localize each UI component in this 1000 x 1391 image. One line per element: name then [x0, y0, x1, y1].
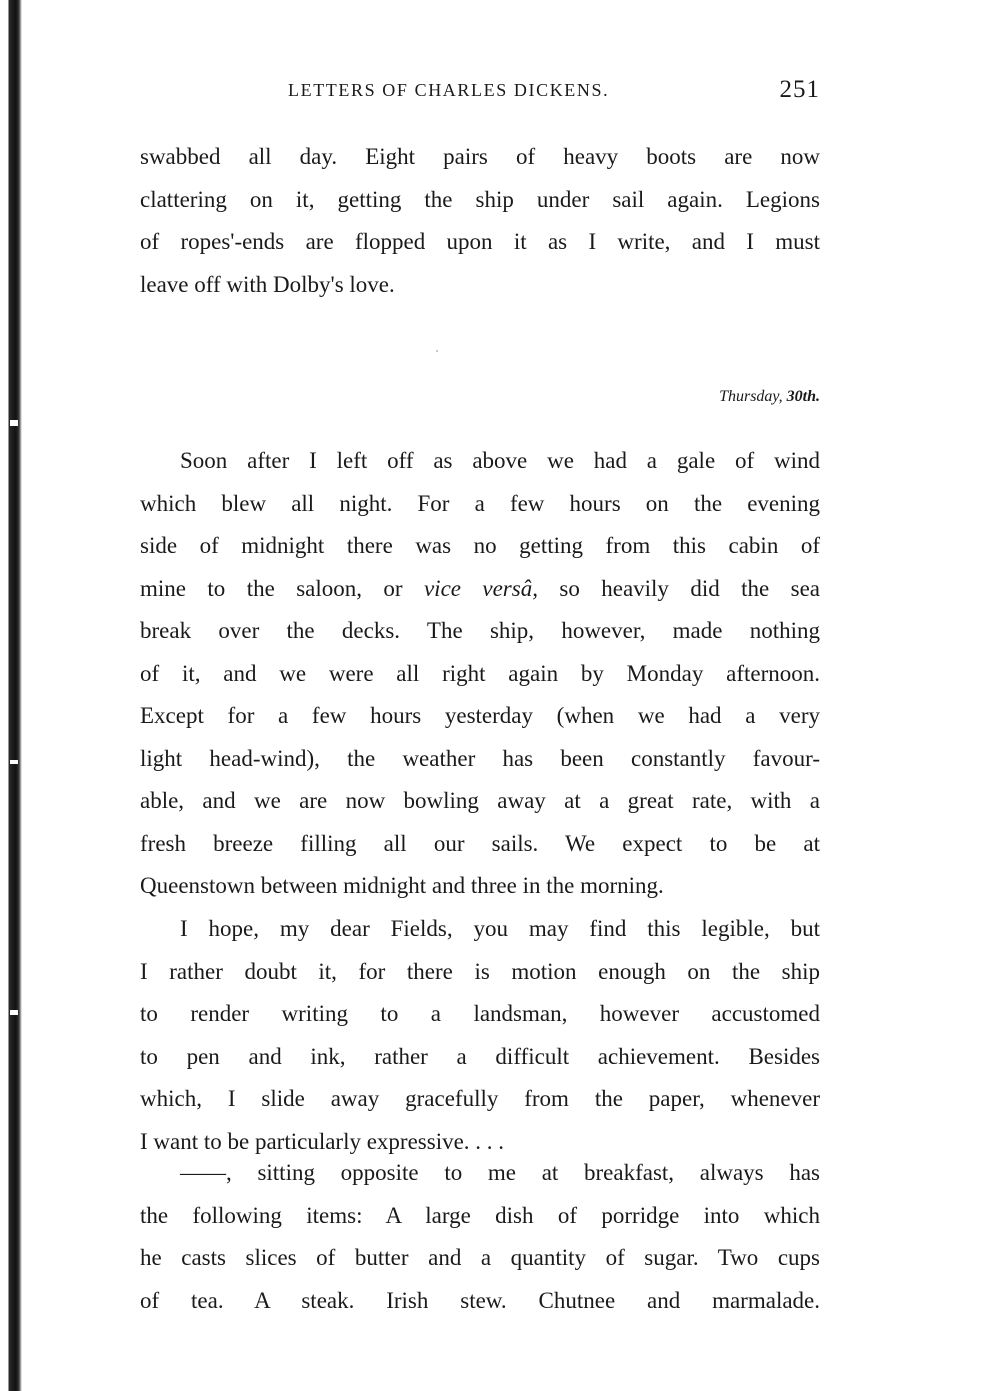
dateline-date: 30th.: [786, 388, 820, 405]
stray-mark: [436, 350, 438, 352]
text-line: break over the decks. The ship, however, made nothing: [140, 618, 820, 643]
paragraph-2: [140, 440, 820, 908]
paragraph-1: [140, 136, 820, 306]
text-line: he casts slices of butter and a quantity of sugar. Two cups: [140, 1245, 820, 1270]
text-line: the following items: A large dish of porridge into which: [140, 1202, 820, 1228]
text-line: ——, sitting opposite to me at breakfast, always has: [180, 1160, 820, 1185]
text-line: I want to be particularly expressive. . . .: [140, 1128, 505, 1154]
text-line: of tea. A steak. Irish stew. Chutnee and marmalade.: [140, 1287, 820, 1313]
page-number: 251: [779, 76, 820, 103]
text-line: Except for a few hours yesterday (when we had a very: [140, 703, 820, 728]
text-line: light head-wind), the weather has been constantly favour-: [140, 745, 820, 771]
text-line: clattering on it, getting the ship under sail again. Legions: [140, 186, 820, 212]
text-line: Queenstown between midnight and three in the morning.: [140, 873, 664, 898]
text-line: I rather doubt it, for there is motion enough on the ship: [140, 958, 820, 984]
italic-phrase: vice versâ,: [423, 575, 538, 601]
paragraph-4: [140, 1152, 820, 1322]
text-segment: so heavily did the sea: [537, 575, 820, 601]
text-line: swabbed all day. Eight pairs of heavy boots are now: [140, 144, 820, 169]
text-segment: mine to the saloon, or: [140, 575, 424, 601]
text-line: side of midnight there was no getting from this cabin of: [140, 533, 820, 558]
text-line: which, I slide away gracefully from the paper, whenever: [140, 1086, 820, 1111]
dateline-day: Thursday,: [719, 388, 783, 405]
running-title: LETTERS OF CHARLES DICKENS.: [288, 80, 610, 100]
dateline: [719, 388, 820, 406]
book-binding-edge: [0, 0, 22, 1391]
text-line: which blew all night. For a few hours on the evening: [140, 490, 820, 516]
text-line: fresh breeze filling all our sails. We expect to be at: [140, 830, 820, 856]
text-line: I hope, my dear Fields, you may find this legible, but: [180, 916, 820, 941]
paragraph-3: [140, 908, 820, 1163]
text-line: to pen and ink, rather a difficult achievement. Besides: [140, 1043, 820, 1069]
text-line: Soon after I left off as above we had a gale of wind: [180, 448, 820, 473]
text-line: leave off with Dolby's love.: [140, 271, 395, 297]
text-line: of it, and we were all right again by Monday afternoon.: [140, 660, 820, 686]
text-line: able, and we are now bowling away at a great rate, with a: [140, 788, 820, 813]
text-line-with-italic: [140, 568, 820, 611]
text-line: to render writing to a landsman, however accustomed: [140, 1001, 820, 1026]
text-line: of ropes'-ends are flopped upon it as I write, and I must: [140, 229, 820, 254]
page-header: [140, 76, 820, 106]
